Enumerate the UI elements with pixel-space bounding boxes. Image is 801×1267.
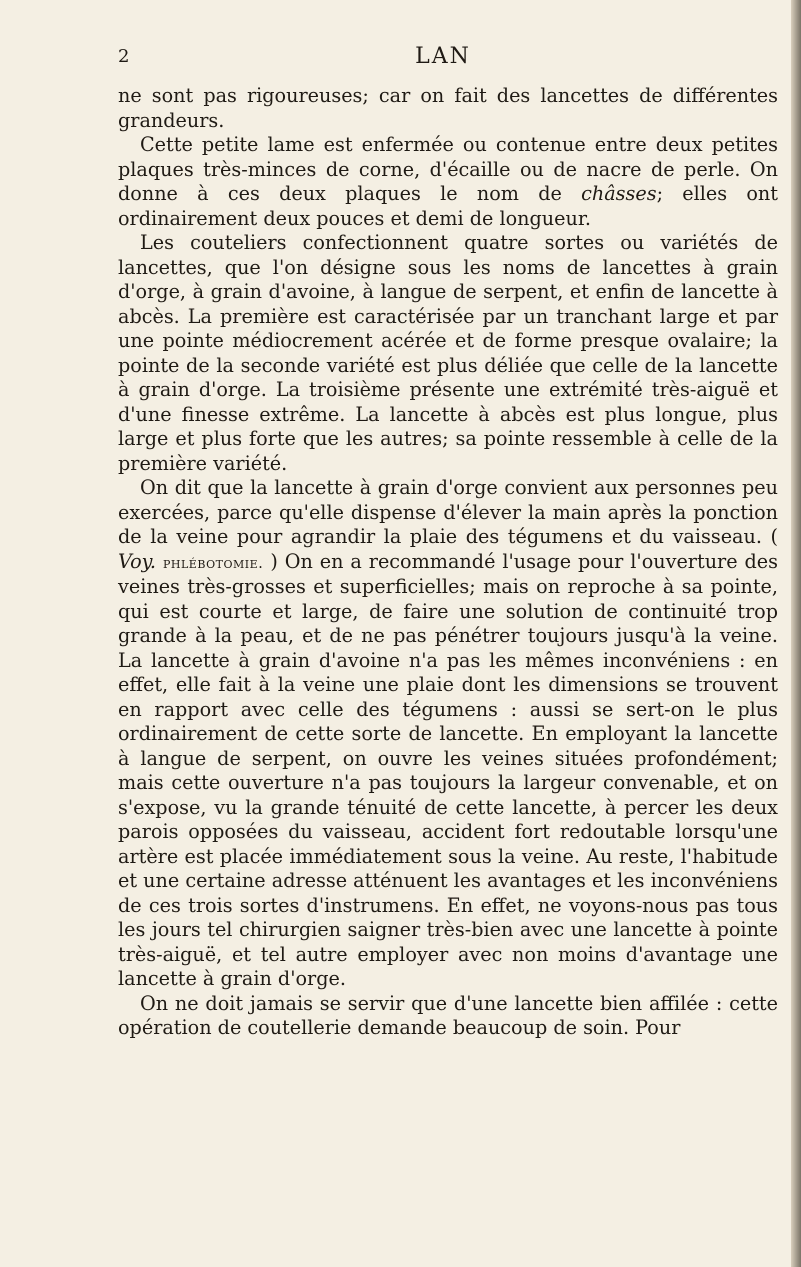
paragraph-sharpening: On ne doit jamais se servir que d'une lancette bien affilée : cette opération de coutellerie demande beaucoup de soin. Pour: [118, 991, 778, 1039]
paragraph-usage: [118, 476, 778, 992]
usage-text-before: On dit que la lancette à grain d'orge convient aux personnes peu exercées, parce qu'elle dispense d'élever la main après la ponction de la veine pour agrandir la plaie des tégumens et du vaisseau. (: [118, 476, 778, 548]
running-head: LAN: [415, 44, 471, 69]
page-edge-shadow: [791, 0, 801, 1267]
paragraph-varieties: Les couteliers confectionnent quatre sortes ou variétés de lancettes, que l'on désigne sous les noms de lancettes à grain d'orge, à grain d'avoine, à langue de serpent, et enfin de lancette à abcès. La première est caractérisée par un tranchant large et par une pointe médiocrement acérée et de forme presque ovalaire; la pointe de la seconde variété est plus déliée que celle de la lancette à grain d'orge. La troisième présente une extrémité très-aiguë et d'une finesse extrême. La lancette à abcès est plus longue, plus large et plus forte que les autres; sa pointe ressemble à celle de la première variété.: [118, 231, 778, 475]
emphasis-chasses: châsses: [581, 182, 657, 205]
paragraph-continuation: ne sont pas rigoureuses; car on fait des lancettes de différentes grandeurs.: [118, 84, 778, 132]
cross-reference: phlébotomie.: [162, 553, 264, 572]
paragraph-chasses: Cette petite lame est enfermée ou contenue entre deux petites plaques très-minces de corne, d'écaille ou de nacre de perle. On donne à ces deux plaques le nom de châsses; elles ont ordinairement deux pouces et demi de longueur.: [118, 133, 778, 230]
body-text: [118, 84, 778, 1041]
page-header: [118, 42, 768, 72]
see-also-label: Voy.: [118, 549, 157, 573]
usage-text-after: ) On en a recommandé l'usage pour l'ouverture des veines très-grosses et superficielles; mais on reproche à sa pointe, qui est courte et large, de faire une solution de continuité trop grande à la peau, et de ne pas pénétrer toujours jusqu'à la veine. La lancette à grain d'avoine n'a pas les mêmes inconvéniens : en effet, elle fait à la veine une plaie dont les dimensions se trouvent en rapport avec celle des tégumens : aussi se sert-on le plus ordinairement de cette sorte de lancette. En employant la lancette à langue de serpent, on ouvre les veines situées profondément; mais cette ouverture n'a pas toujours la largeur convenable, et on s'expose, vu la grande ténuité de cette lancette, à percer les deux parois opposées du vaisseau, accident fort redoutable lorsqu'une artère est placée immédiatement sous la veine. Au reste, l'habitude et une certaine adresse atténuent les avantages et les inconvéniens de ces trois sortes d'instrumens. En effet, ne voyons-nous pas tous les jours tel chirurgien saigner très-bien avec une lancette à pointe très-aiguë, et tel autre employer avec non moins d'avantage une lancette à grain d'orge.: [118, 549, 778, 990]
page-number: 2: [118, 46, 130, 67]
